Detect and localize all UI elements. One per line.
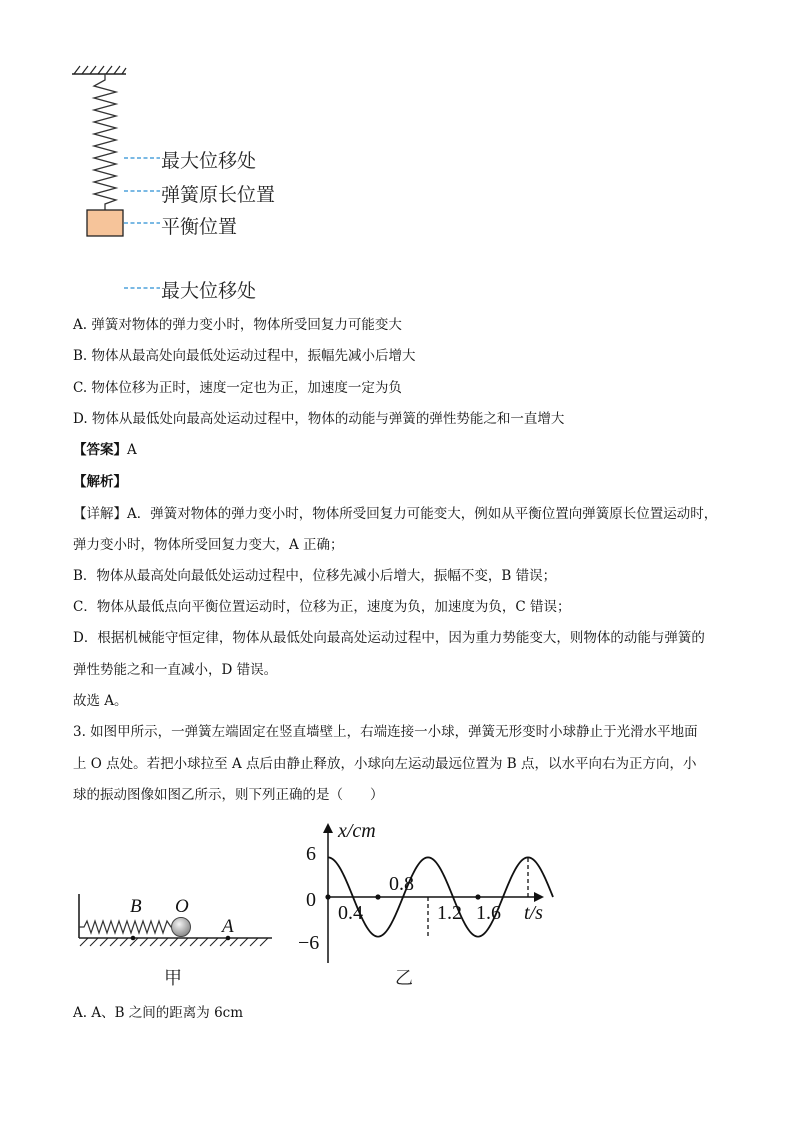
explanation-line-5: D．根据机械能守恒定律，物体从最低处向最高处运动过程中，因为重力势能变大，则物体的动能与弹簧的 bbox=[73, 630, 705, 646]
axis-dot bbox=[375, 894, 380, 899]
q3-option-a: A. A、B 之间的距离为 6cm bbox=[73, 1005, 244, 1021]
axis-dot bbox=[475, 894, 480, 899]
q3-stem-line-3: 球的振动图像如图乙所示，则下列正确的是（ ） bbox=[73, 787, 384, 803]
point-a-label: A bbox=[222, 916, 234, 937]
label-max-displacement-bottom: 最大位移处 bbox=[161, 280, 257, 302]
label-max-displacement-top: 最大位移处 bbox=[161, 150, 257, 172]
q3-stem-line-2: 上 O 点处。若把小球拉至 A 点后由静止释放，小球向左运动最远位置为 B 点，以水平向右为正方向，小 bbox=[73, 756, 697, 772]
x-tick-1.2: 1.2 bbox=[437, 902, 462, 924]
y-tick-neg6: −6 bbox=[298, 932, 320, 954]
y-axis-label: x/cm bbox=[338, 820, 376, 842]
y-axis-arrow bbox=[323, 823, 333, 833]
explanation-line-4: C．物体从最低点向平衡位置运动时，位移为正，速度为负，加速度为负，C 错误； bbox=[73, 599, 571, 615]
q2-option-d: D. 物体从最低处向最高处运动过程中，物体的动能与弹簧的弹性势能之和一直增大 bbox=[73, 411, 565, 427]
answer-value: A bbox=[127, 442, 137, 458]
spring-diagram bbox=[60, 60, 340, 310]
label-equilibrium: 平衡位置 bbox=[161, 216, 238, 238]
x-tick-0.8: 0.8 bbox=[389, 873, 414, 895]
axis-dot bbox=[325, 894, 330, 899]
explanation-line-2: 弹力变小时，物体所受回复力变大，A 正确； bbox=[73, 537, 344, 553]
q2-option-c: C. 物体位移为正时，速度一定也为正，加速度一定为负 bbox=[73, 380, 402, 396]
figure-jia-caption: 甲 bbox=[164, 968, 182, 989]
explanation-line-6: 弹性势能之和一直减小，D 错误。 bbox=[73, 662, 278, 678]
answer-tag: 【答案】 bbox=[73, 442, 127, 458]
ball bbox=[172, 918, 191, 937]
figure-yi-chart bbox=[290, 815, 560, 975]
explanation-line-7: 故选 A。 bbox=[73, 693, 128, 709]
x-tick-1.6: 1.6 bbox=[476, 902, 501, 924]
q2-option-a: A. 弹簧对物体的弹力变小时，物体所受回复力可能变大 bbox=[73, 317, 402, 333]
y-tick-0: 0 bbox=[306, 889, 316, 911]
answer-line bbox=[73, 440, 137, 460]
analysis-tag: 【解析】 bbox=[73, 474, 127, 490]
figure-yi-caption: 乙 bbox=[395, 968, 413, 989]
y-tick-6: 6 bbox=[306, 843, 316, 865]
point-b-label: B bbox=[130, 896, 142, 917]
q2-option-b: B. 物体从最高处向最低处运动过程中，振幅先减小后增大 bbox=[73, 348, 416, 364]
explanation-line-3: B．物体从最高处向最低处运动过程中，位移先减小后增大，振幅不变，B 错误； bbox=[73, 568, 557, 584]
x-axis-label: t/s bbox=[524, 902, 543, 924]
label-natural-length: 弹簧原长位置 bbox=[161, 184, 276, 206]
mass-block bbox=[87, 210, 123, 236]
q3-stem-line-1: 3. 如图甲所示，一弹簧左端固定在竖直墙壁上，右端连接一小球，弹簧无形变时小球静止于光滑水平地面 bbox=[73, 724, 698, 740]
point-o-label: O bbox=[175, 896, 189, 917]
explanation-line-1: 【详解】A．弹簧对物体的弹力变小时，物体所受回复力可能变大，例如从平衡位置向弹簧原长位置运动时， bbox=[73, 506, 718, 522]
figure-jia bbox=[70, 890, 280, 960]
x-axis-arrow bbox=[534, 892, 544, 902]
x-tick-0.4: 0.4 bbox=[338, 902, 363, 924]
